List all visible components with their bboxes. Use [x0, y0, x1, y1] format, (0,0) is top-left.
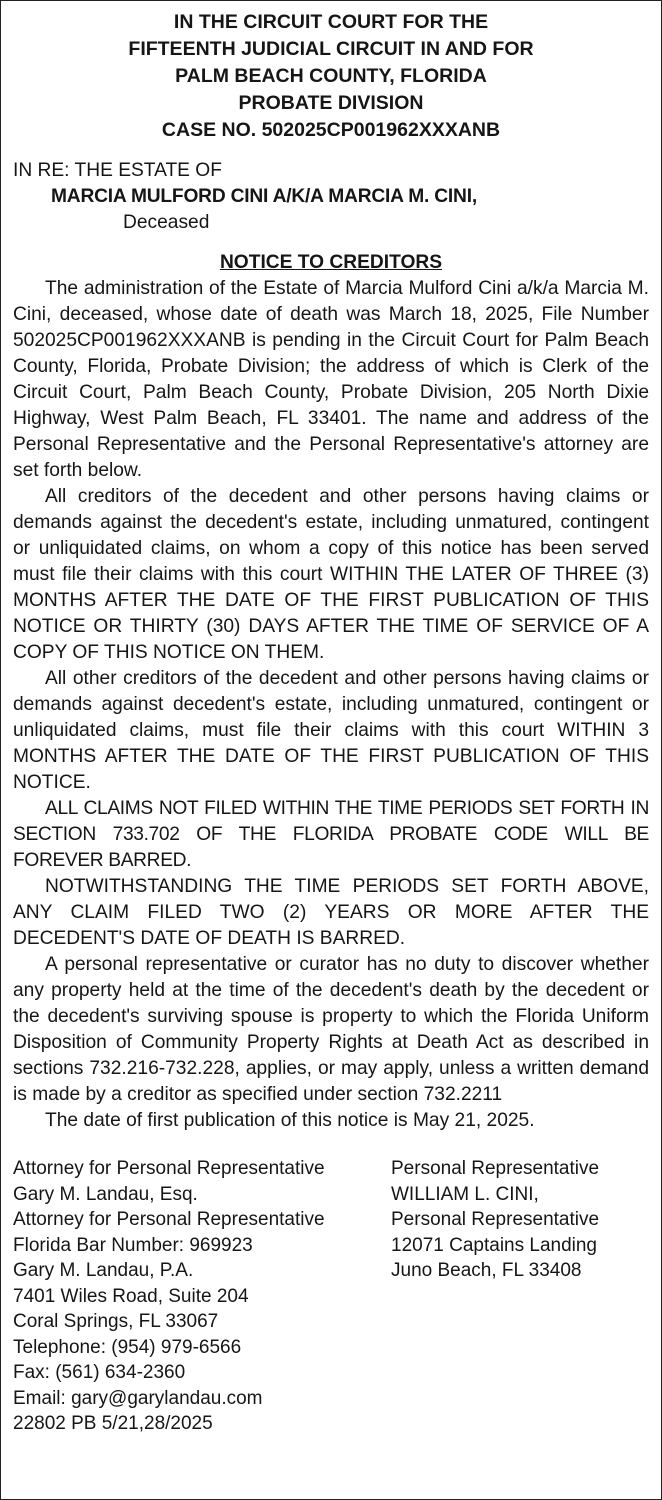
notice-paragraph-other-creditors: All other creditors of the decedent and other persons having claims or demands against decedent's estate, including unmatured, contingent or unliquidated claims, must file their claims with this court WITHIN 3 MONTHS AFTER THE DATE OF THE FIRST PUBLICATION OF THIS NOTICE.: [13, 668, 649, 793]
attorney-line: Gary M. Landau, Esq.: [13, 1183, 198, 1205]
representative-line: Juno Beach, FL 33408: [391, 1260, 582, 1281]
court-header: [13, 9, 649, 144]
attorney-line: Telephone: (954) 979-6566: [13, 1336, 242, 1358]
header-circuit-line: FIFTEENTH JUDICIAL CIRCUIT IN AND FOR: [128, 38, 534, 60]
attorney-line: Email: gary@garylandau.com: [13, 1387, 263, 1409]
notice-title: NOTICE TO CREDITORS: [219, 252, 443, 273]
publication-code: 22802 PB 5/21,28/2025: [13, 1413, 213, 1434]
decedent-name: MARCIA MULFORD CINI A/K/A MARCIA M. CINI,: [51, 186, 477, 207]
case-number: CASE NO. 502025CP001962XXXANB: [161, 119, 501, 141]
header-county-line: PALM BEACH COUNTY, FLORIDA: [175, 65, 487, 87]
notice-paragraph-administration: The administration of the Estate of Marcia Mulford Cini a/k/a Marcia M. Cini, deceased, whose date of death was March 18, 2025, File Number 502025CP001962XXXANB is pending in the Circuit Court for Palm Beach County, Florida, Probate Division; the address of which is Clerk of the Circuit Court, Palm Beach County, Probate Division, 205 North Dixie Highway, West Palm Beach, FL 33401. The name and address of the Personal Representative and the Personal Representative's attorney are set forth below.: [13, 278, 649, 481]
attorney-line: Florida Bar Number: 969923: [13, 1234, 253, 1256]
representative-block: [391, 1156, 649, 1437]
signature-blocks: [13, 1156, 649, 1437]
attorney-block: [13, 1156, 391, 1437]
attorney-line: Fax: (561) 634-2360: [13, 1362, 186, 1383]
notice-paragraph-publication-date: The date of first publication of this notice is May 21, 2025.: [45, 1110, 535, 1131]
notice-paragraph-barred-claims: ALL CLAIMS NOT FILED WITHIN THE TIME PERIODS SET FORTH IN SECTION 733.702 OF THE FLORIDA PROBATE CODE WILL BE FOREVER BARRED.: [13, 798, 649, 871]
attorney-line: Attorney for Personal Representative: [13, 1209, 325, 1230]
notice-paragraph-curator-duty: A personal representative or curator has no duty to discover whether any property held at the time of the decedent's death by the decedent or the decedent's surviving spouse is property to which the Florida Uniform Disposition of Community Property Rights at Death Act as described in sections 732.216-732.228, applies, or may apply, unless a written demand is made by a creditor as specified under section 732.2211: [13, 954, 649, 1105]
representative-line: Personal Representative: [391, 1158, 600, 1179]
notice-paragraph-notwithstanding: NOTWITHSTANDING THE TIME PERIODS SET FORTH ABOVE, ANY CLAIM FILED TWO (2) YEARS OR MORE AFTER THE DECEDENT'S DATE OF DEATH IS BARRED.: [13, 876, 649, 949]
attorney-line: Gary M. Landau, P.A.: [13, 1260, 194, 1281]
header-division-line: PROBATE DIVISION: [238, 92, 424, 114]
attorney-line: 7401 Wiles Road, Suite 204: [13, 1285, 249, 1307]
representative-line: Personal Representative: [391, 1209, 600, 1230]
notice-paragraph-served-creditors: All creditors of the decedent and other persons having claims or demands against the decedent's estate, including unmatured, contingent or unliquidated claims, on whom a copy of this notice has been served must file their claims with this court WITHIN THE LATER OF THREE (3) MONTHS AFTER THE DATE OF THE FIRST PUBLICATION OF THIS NOTICE OR THIRTY (30) DAYS AFTER THE TIME OF SERVICE OF A COPY OF THIS NOTICE ON THEM.: [13, 486, 649, 663]
header-court-line: IN THE CIRCUIT COURT FOR THE: [173, 11, 489, 33]
in-re-label: IN RE: THE ESTATE OF: [13, 160, 222, 181]
attorney-line: Attorney for Personal Representative: [13, 1158, 325, 1179]
representative-line: WILLIAM L. CINI,: [391, 1183, 539, 1205]
deceased-label: Deceased: [123, 212, 210, 233]
attorney-line: Coral Springs, FL 33067: [13, 1311, 219, 1332]
representative-line: 12071 Captains Landing: [391, 1234, 598, 1256]
